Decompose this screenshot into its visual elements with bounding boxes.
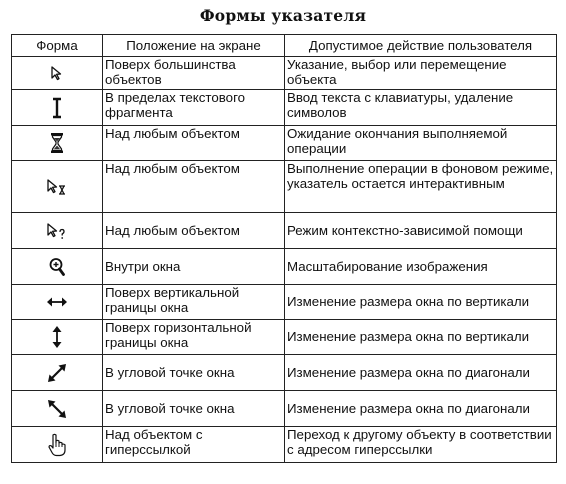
arrow-pointer-icon: [49, 65, 65, 81]
table-row: [12, 90, 557, 126]
magnifier-icon: [48, 257, 66, 277]
shape-cell: [12, 213, 103, 249]
shape-cell: [12, 90, 103, 126]
resize-vertical-icon: [51, 325, 63, 349]
table-row: [12, 320, 557, 355]
hourglass-icon: [49, 132, 65, 154]
position-cell: Над объектом с гиперссылкой: [103, 427, 285, 463]
shape-cell: [12, 391, 103, 427]
table-row: [12, 57, 557, 90]
position-cell: Внутри окна: [103, 249, 285, 285]
table-row: [12, 355, 557, 391]
text-ibeam-icon: [50, 97, 64, 119]
arrow-help-icon: [45, 222, 69, 240]
table-row: [12, 427, 557, 463]
action-cell: Масштабирование изображения: [285, 249, 557, 285]
shape-cell: [12, 285, 103, 320]
position-cell: В пределах текстового фрагмента: [103, 90, 285, 126]
column-header-action: Допустимое действие пользователя: [285, 35, 557, 57]
pointer-shapes-table: [11, 34, 557, 463]
position-cell: В угловой точке окна: [103, 355, 285, 391]
position-cell: Поверх горизонтальной границы окна: [103, 320, 285, 355]
action-cell: Указание, выбор или перемещение объекта: [285, 57, 557, 90]
position-cell: В угловой точке окна: [103, 391, 285, 427]
action-cell: Режим контекстно-зависимой помощи: [285, 213, 557, 249]
arrow-busy-icon: [45, 178, 69, 196]
action-cell: Ожидание окончания выполняемой операции: [285, 126, 557, 161]
position-cell: Над любым объектом: [103, 161, 285, 213]
hand-pointer-icon: [47, 433, 67, 457]
column-header-shape: Форма: [12, 35, 103, 57]
table-row: [12, 391, 557, 427]
shape-cell: [12, 57, 103, 90]
action-cell: Изменение размера окна по диагонали: [285, 355, 557, 391]
position-cell: Поверх вертикальной границы окна: [103, 285, 285, 320]
shape-cell: [12, 249, 103, 285]
position-cell: Над любым объектом: [103, 213, 285, 249]
action-cell: Ввод текста с клавиатуры, удаление символов: [285, 90, 557, 126]
position-cell: Над любым объектом: [103, 126, 285, 161]
shape-cell: [12, 355, 103, 391]
column-header-position: Положение на экране: [103, 35, 285, 57]
resize-diagonal-ne-icon: [47, 363, 67, 383]
table-row: [12, 213, 557, 249]
table-row: [12, 285, 557, 320]
resize-horizontal-icon: [46, 296, 68, 308]
table-row: [12, 249, 557, 285]
table-row: [12, 126, 557, 161]
resize-diagonal-nw-icon: [47, 399, 67, 419]
action-cell: Изменение размера окна по вертикали: [285, 285, 557, 320]
table-row: [12, 161, 557, 213]
position-cell: Поверх большинства объектов: [103, 57, 285, 90]
action-cell: Выполнение операции в фоновом режиме, указатель остается интерактивным: [285, 161, 557, 213]
shape-cell: [12, 161, 103, 213]
page-title: Формы указателя: [199, 6, 367, 25]
shape-cell: [12, 427, 103, 463]
table-header-row: [12, 35, 557, 57]
action-cell: Изменение размера окна по вертикали: [285, 320, 557, 355]
shape-cell: [12, 126, 103, 161]
action-cell: Изменение размера окна по диагонали: [285, 391, 557, 427]
shape-cell: [12, 320, 103, 355]
action-cell: Переход к другому объекту в соответствии с адресом гиперссылки: [285, 427, 557, 463]
